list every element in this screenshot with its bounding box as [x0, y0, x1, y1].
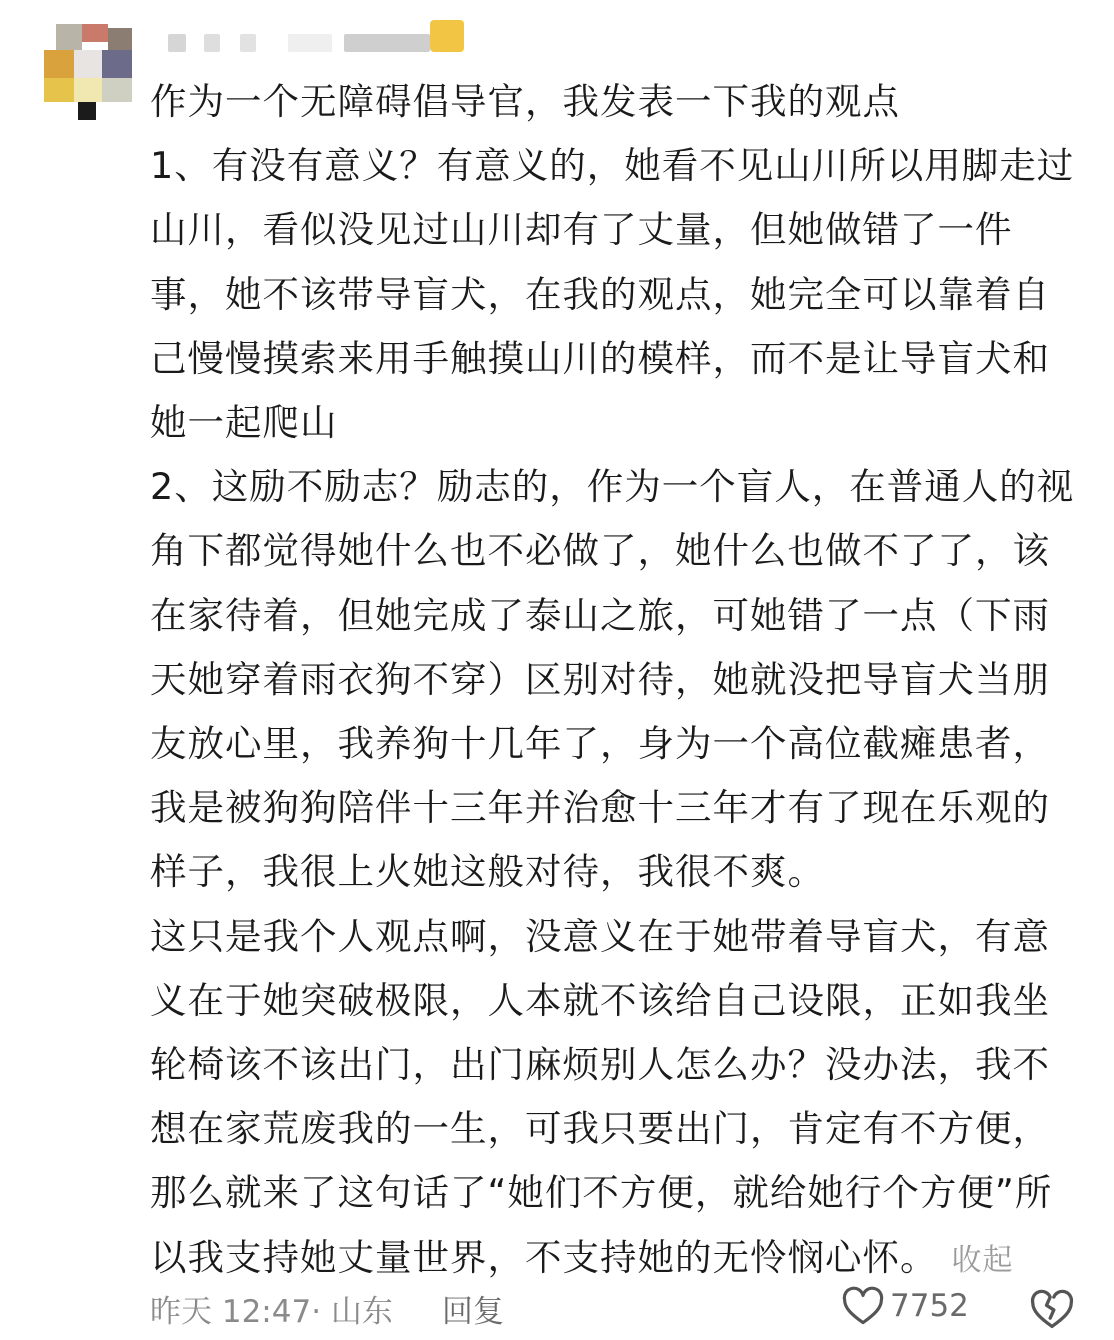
avatar-pixel	[44, 50, 74, 78]
comment-paragraph-text: 这只是我个人观点啊，没意义在于她带着导盲犬，有意义在于她突破极限，人本就不该给自己设限，正如我坐轮椅该不该出门，出门麻烦别人怎么办？没办法，我不想在家荒废我的一生，可我只要出门，肯定有不方便，那么就来了这句话了“她们不方便，就给她行个方便”所以我支持她丈量世界，不支持她的无怜悯心怀。	[150, 914, 1053, 1279]
like-button[interactable]	[842, 1286, 969, 1326]
blur-block-yellow	[430, 20, 464, 52]
comment-meta: 昨天 12:47· 山东	[150, 1294, 393, 1330]
avatar-pixel	[102, 78, 132, 102]
like-count: 7752	[890, 1288, 969, 1324]
blur-block	[240, 34, 256, 52]
avatar-pixel	[74, 78, 102, 102]
avatar-pixel	[102, 50, 132, 78]
avatar-pixel	[82, 24, 108, 42]
username-blurred[interactable]	[160, 18, 470, 54]
blur-block	[204, 34, 220, 52]
avatar-pixel	[74, 50, 102, 78]
avatar-pixel	[78, 102, 96, 120]
blur-block	[288, 34, 332, 52]
avatar-pixel	[44, 78, 74, 102]
avatar-pixel	[108, 28, 132, 50]
broken-heart-outline-icon[interactable]	[1030, 1288, 1074, 1330]
comment-paragraph: 2、这励不励志？励志的，作为一个盲人，在普通人的视角下都觉得她什么也不必做了，她什么也做不了了，该在家待着，但她完成了泰山之旅，可她错了一点（下雨天她穿着雨衣狗不穿）区别对待，她就没把导盲犬当朋友放心里，我养狗十几年了，身为一个高位截瘫患者，我是被狗狗陪伴十三年并治愈十三年才有了现在乐观的样子，我很上火她这般对待，我很不爽。	[150, 465, 1075, 894]
blur-block	[168, 34, 186, 52]
collapse-link[interactable]: 收起	[951, 1242, 1014, 1278]
reply-button[interactable]: 回复	[442, 1294, 504, 1330]
heart-outline-icon	[842, 1286, 884, 1326]
comment-footer	[150, 1282, 1080, 1334]
avatar-pixel	[56, 24, 82, 50]
blur-block	[344, 34, 430, 52]
comment-paragraph-last	[150, 905, 1080, 1293]
avatar[interactable]	[44, 24, 132, 120]
comment-paragraph: 1、有没有意义？有意义的，她看不见山川所以用脚走过山川，看似没见过山川却有了丈量，但她做错了一件事，她不该带导盲犬，在我的观点，她完全可以靠着自己慢慢摸索来用手触摸山川的模样，而不是让导盲犬和她一起爬山	[150, 144, 1075, 445]
comment-body	[150, 70, 1080, 1293]
comment-paragraph: 作为一个无障碍倡导官，我发表一下我的观点	[150, 80, 900, 123]
